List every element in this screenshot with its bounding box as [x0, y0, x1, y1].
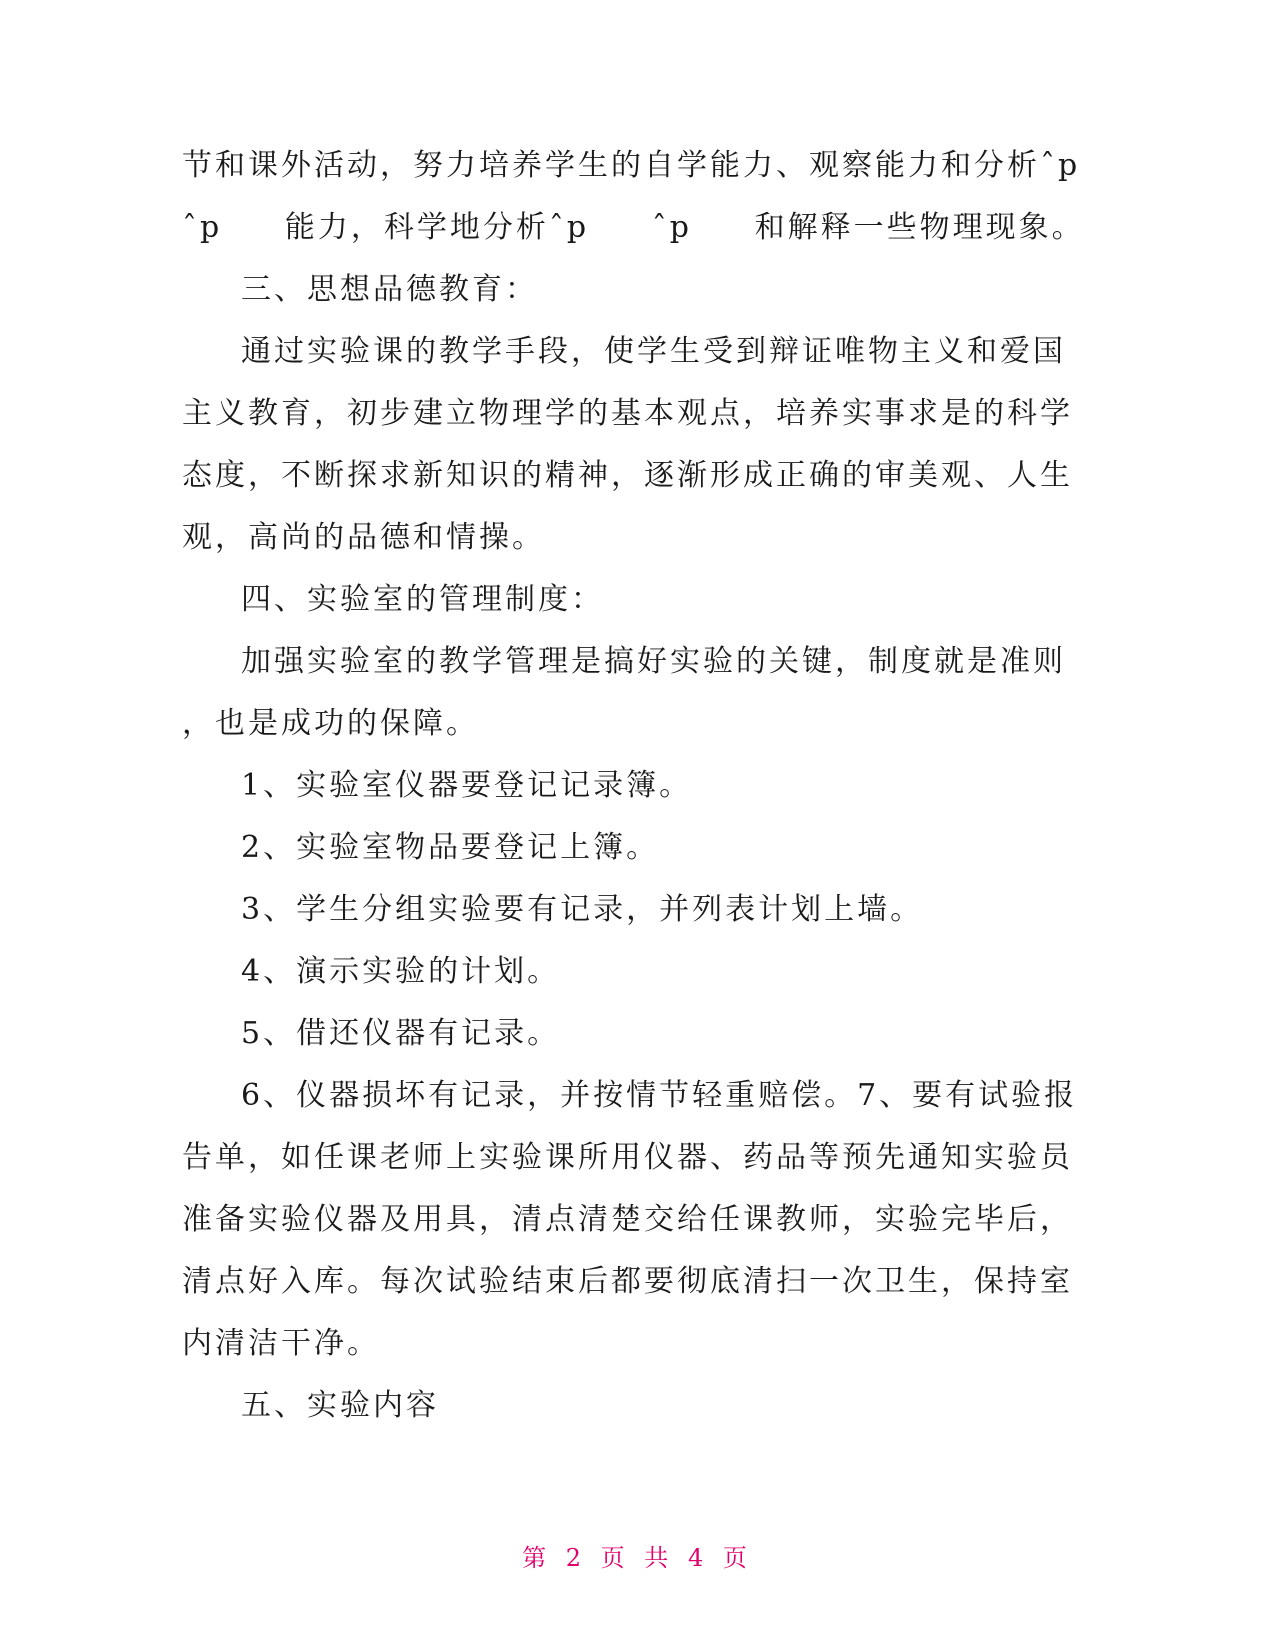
body-line-1: 节和课外活动，努力培养学生的自学能力、观察能力和分析ˆp — [182, 148, 1081, 183]
body-line-19: 清点好入库。每次试验结束后都要彻底清扫一次卫生，保持室 — [182, 1264, 1073, 1299]
list-item-5: 5、借还仪器有记录。 — [241, 1016, 561, 1051]
section-heading-4: 四、实验室的管理制度： — [241, 582, 604, 617]
body-line-4: 通过实验课的教学手段，使学生受到辩证唯物主义和爱国 — [241, 334, 1066, 369]
list-item-6: 6、仪器损坏有记录，并按情节轻重赔偿。7、要有试验报 — [241, 1078, 1078, 1113]
section-heading-3: 三、思想品德教育： — [241, 272, 538, 307]
page-number-footer: 第 2 页 共 4 页 — [522, 1544, 753, 1572]
body-line-7: 观，高尚的品德和情操。 — [182, 520, 545, 555]
body-line-6: 态度，不断探求新知识的精神，逐渐形成正确的审美观、人生 — [182, 458, 1073, 493]
body-line-10: ，也是成功的保障。 — [182, 706, 479, 741]
body-line-9: 加强实验室的教学管理是搞好实验的关键，制度就是准则 — [241, 644, 1066, 679]
body-line-20: 内清洁干净。 — [182, 1326, 380, 1361]
list-item-3: 3、学生分组实验要有记录，并列表计划上墙。 — [241, 892, 924, 927]
body-line-2: ˆp 能力，科学地分析ˆp ˆp 和解释一些物理现象。 — [182, 210, 1085, 245]
list-item-2: 2、实验室物品要登记上簿。 — [241, 830, 660, 865]
body-line-18: 准备实验仪器及用具，清点清楚交给任课教师，实验完毕后， — [182, 1202, 1073, 1237]
body-line-5: 主义教育，初步建立物理学的基本观点，培养实事求是的科学 — [182, 396, 1073, 431]
body-line-17: 告单，如任课老师上实验课所用仪器、药品等预先通知实验员 — [182, 1140, 1073, 1175]
list-item-1: 1、实验室仪器要登记记录簿。 — [241, 768, 693, 803]
list-item-4: 4、演示实验的计划。 — [241, 954, 561, 989]
section-heading-5: 五、实验内容 — [241, 1388, 439, 1423]
